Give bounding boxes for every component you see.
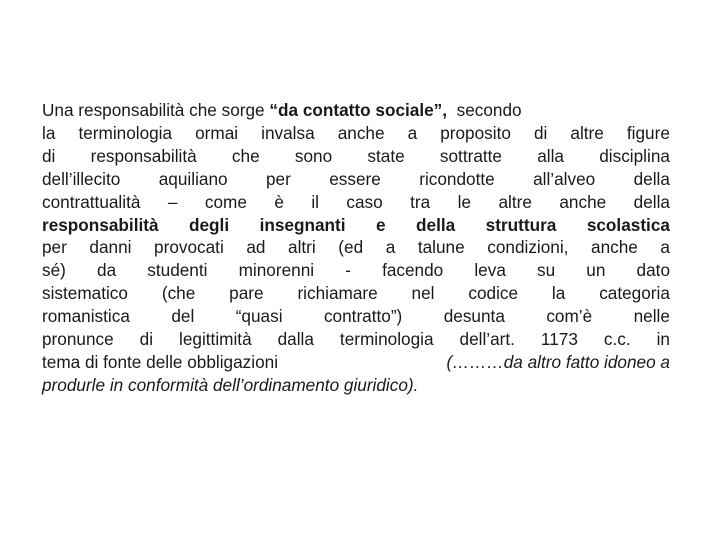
word: aquiliano [158,168,228,189]
word: sé) [42,260,66,281]
line-13 [42,374,670,397]
word: com’è [546,306,593,327]
word: è [274,191,284,212]
word: studenti [147,260,208,281]
word: altri [288,237,316,258]
word: a [660,237,670,258]
line-12 [42,351,670,374]
word: della [633,191,670,212]
line-12-italic: (………da altro fatto idoneo a [446,351,670,372]
word: contrattualità [42,191,141,212]
word: nel [411,283,435,304]
line-1-text: Una responsabilità che sorge [42,100,265,120]
word: di [533,122,548,143]
word: danni [89,237,132,258]
word: ormai [195,122,239,143]
word: a [385,237,396,258]
word: insegnanti [259,214,346,235]
word: invalsa [261,122,315,143]
word: nelle [633,306,670,327]
word: codice [468,283,519,304]
word: pronunce [42,329,114,350]
word: su [537,260,556,281]
word: state [367,145,405,166]
word: struttura [485,214,557,235]
line-3 [42,145,670,168]
word: responsabilità [42,214,159,235]
word: 1173 [540,329,578,350]
word: (ed [338,237,364,258]
word: della [633,168,670,189]
word: degli [189,214,230,235]
word: per [42,237,67,258]
word: disciplina [599,145,670,166]
word: il [311,191,319,212]
word: categoria [599,283,670,304]
word: sistematico [42,283,128,304]
word: romanistica [42,306,130,327]
word: minorenni [238,260,315,281]
word: figure [626,122,670,143]
line-7 [42,236,670,259]
word: responsabilità [90,145,197,166]
word: dato [636,260,670,281]
word: per [265,168,291,189]
word: sono [294,145,333,166]
line-12-text: tema di fonte delle obbligazioni [42,351,279,372]
word: la [551,283,566,304]
word: terminologia [339,329,434,350]
word: richiamare [297,283,378,304]
word: le [457,191,472,212]
word: terminologia [78,122,173,143]
word: ad [246,237,266,258]
word: altre [498,191,532,212]
line-13-italic: produrle in conformità dell’ordinamento giuridico). [42,374,419,395]
word: sottratte [439,145,502,166]
word: provocati [154,237,224,258]
word: ricondotte [419,168,495,189]
line-4 [42,168,670,191]
line-2 [42,122,670,145]
word: anche [337,122,385,143]
word: da [97,260,117,281]
line-11 [42,328,670,351]
word: all’alveo [533,168,596,189]
word: di [42,145,56,166]
word: anche [559,191,607,212]
word: legittimità [179,329,252,350]
word: un [586,260,606,281]
word: contratto”) [323,306,403,327]
word: della [416,214,456,235]
word: facendo [382,260,444,281]
word: che [231,145,260,166]
word: alla [537,145,564,166]
word: a [407,122,418,143]
word: caso [346,191,383,212]
line-9 [42,282,670,305]
word: “quasi [235,306,283,327]
line-6 [42,214,670,237]
line-1 [42,99,670,122]
body-paragraph [42,99,670,397]
line-10 [42,305,670,328]
word: essere [329,168,381,189]
word: in [656,329,670,350]
word: leva [474,260,506,281]
word: dell’art. [459,329,515,350]
word: condizioni, [487,237,569,258]
word: la [42,122,56,143]
word: altre [570,122,604,143]
word: dalla [277,329,314,350]
word: proposito [440,122,511,143]
line-5 [42,191,670,214]
word: (che [161,283,196,304]
word: talune [417,237,465,258]
word: pare [229,283,264,304]
word: anche [591,237,638,258]
word: dell’illecito [42,168,121,189]
word: tra [410,191,431,212]
line-1-end: secondo [456,100,522,120]
line-8 [42,259,670,282]
word: scolastica [586,214,670,235]
line-1-bold-phrase: “da contatto sociale”, [269,100,448,120]
word: - [345,260,351,281]
word: desunta [443,306,505,327]
word: – [167,191,178,212]
word: del [171,306,195,327]
word: come [204,191,247,212]
word: e [376,214,386,235]
word: di [139,329,154,350]
word: c.c. [603,329,631,350]
